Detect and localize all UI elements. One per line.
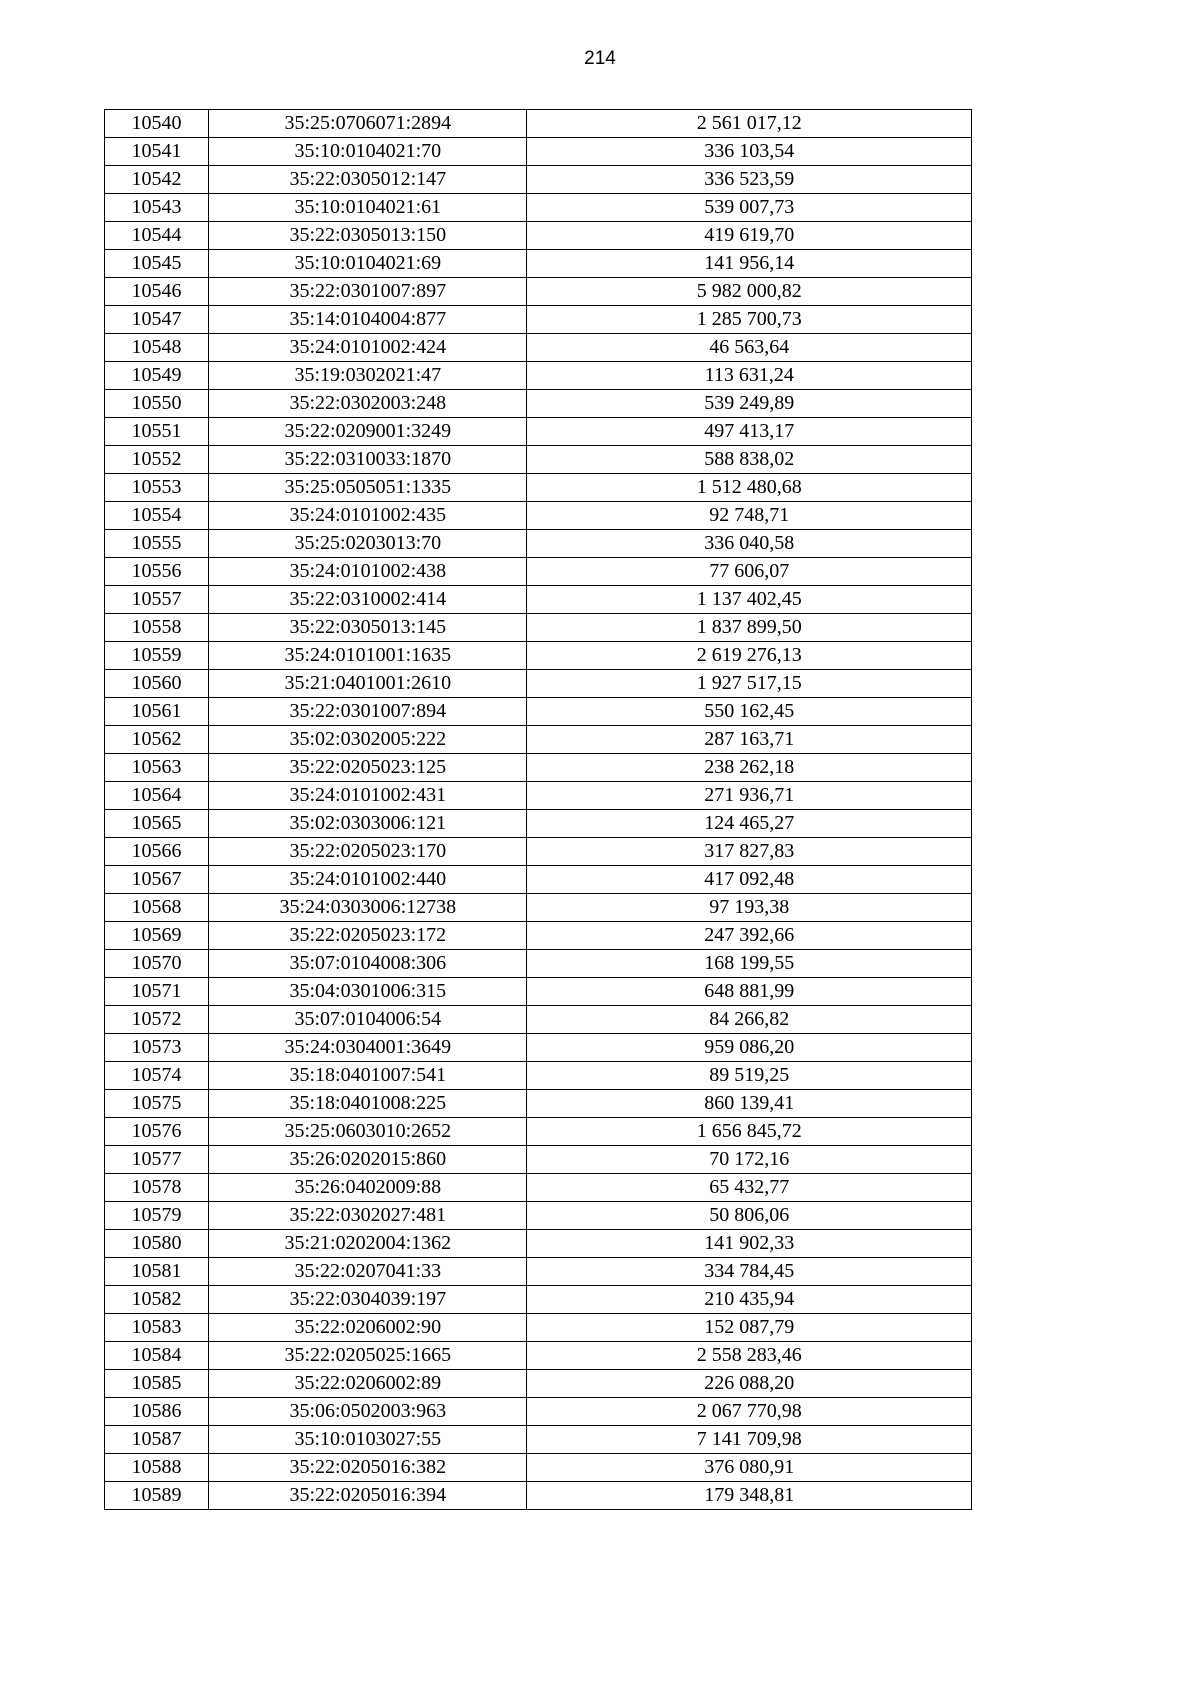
cadastral-number-cell: 35:22:0209001:3249 <box>209 418 527 446</box>
cadastral-value-cell: 2 619 276,13 <box>527 642 972 670</box>
row-number-cell: 10564 <box>105 782 209 810</box>
cadastral-value-cell: 210 435,94 <box>527 1286 972 1314</box>
row-number-cell: 10585 <box>105 1370 209 1398</box>
row-number-cell: 10547 <box>105 306 209 334</box>
cadastral-number-cell: 35:04:0301006:315 <box>209 978 527 1006</box>
table-row <box>105 110 972 138</box>
row-number-cell: 10558 <box>105 614 209 642</box>
cadastral-number-cell: 35:02:0302005:222 <box>209 726 527 754</box>
row-number-cell: 10543 <box>105 194 209 222</box>
cadastral-number-cell: 35:24:0101002:431 <box>209 782 527 810</box>
cadastral-value-cell: 2 067 770,98 <box>527 1398 972 1426</box>
cadastral-value-cell: 141 902,33 <box>527 1230 972 1258</box>
table-row <box>105 334 972 362</box>
row-number-cell: 10541 <box>105 138 209 166</box>
cadastral-number-cell: 35:06:0502003:963 <box>209 1398 527 1426</box>
cadastral-value-cell: 497 413,17 <box>527 418 972 446</box>
cadastral-value-cell: 550 162,45 <box>527 698 972 726</box>
table-row <box>105 1146 972 1174</box>
table-body <box>105 110 972 1510</box>
row-number-cell: 10573 <box>105 1034 209 1062</box>
cadastral-value-cell: 70 172,16 <box>527 1146 972 1174</box>
cadastral-value-cell: 317 827,83 <box>527 838 972 866</box>
row-number-cell: 10571 <box>105 978 209 1006</box>
cadastral-value-cell: 1 656 845,72 <box>527 1118 972 1146</box>
cadastral-value-cell: 238 262,18 <box>527 754 972 782</box>
row-number-cell: 10579 <box>105 1202 209 1230</box>
cadastral-number-cell: 35:22:0310002:414 <box>209 586 527 614</box>
table-row <box>105 166 972 194</box>
row-number-cell: 10559 <box>105 642 209 670</box>
row-number-cell: 10552 <box>105 446 209 474</box>
row-number-cell: 10544 <box>105 222 209 250</box>
cadastral-value-cell: 141 956,14 <box>527 250 972 278</box>
cadastral-number-cell: 35:25:0603010:2652 <box>209 1118 527 1146</box>
table-row <box>105 754 972 782</box>
table-row <box>105 306 972 334</box>
cadastral-value-cell: 168 199,55 <box>527 950 972 978</box>
table-row <box>105 250 972 278</box>
table-row <box>105 558 972 586</box>
cadastral-value-cell: 287 163,71 <box>527 726 972 754</box>
cadastral-number-cell: 35:22:0302027:481 <box>209 1202 527 1230</box>
row-number-cell: 10586 <box>105 1398 209 1426</box>
row-number-cell: 10574 <box>105 1062 209 1090</box>
cadastral-number-cell: 35:10:0104021:70 <box>209 138 527 166</box>
cadastral-number-cell: 35:25:0203013:70 <box>209 530 527 558</box>
cadastral-value-cell: 539 007,73 <box>527 194 972 222</box>
cadastral-value-cell: 376 080,91 <box>527 1454 972 1482</box>
cadastral-value-cell: 336 103,54 <box>527 138 972 166</box>
cadastral-number-cell: 35:02:0303006:121 <box>209 810 527 838</box>
cadastral-value-cell: 50 806,06 <box>527 1202 972 1230</box>
cadastral-number-cell: 35:22:0301007:897 <box>209 278 527 306</box>
table-row <box>105 362 972 390</box>
table-row <box>105 978 972 1006</box>
cadastral-number-cell: 35:26:0202015:860 <box>209 1146 527 1174</box>
row-number-cell: 10581 <box>105 1258 209 1286</box>
table-row <box>105 1342 972 1370</box>
table-row <box>105 782 972 810</box>
row-number-cell: 10565 <box>105 810 209 838</box>
cadastral-number-cell: 35:22:0205023:170 <box>209 838 527 866</box>
cadastral-value-cell: 5 982 000,82 <box>527 278 972 306</box>
cadastral-value-cell: 65 432,77 <box>527 1174 972 1202</box>
row-number-cell: 10546 <box>105 278 209 306</box>
cadastral-number-cell: 35:19:0302021:47 <box>209 362 527 390</box>
cadastral-number-cell: 35:18:0401007:541 <box>209 1062 527 1090</box>
table-row <box>105 586 972 614</box>
row-number-cell: 10572 <box>105 1006 209 1034</box>
cadastral-value-cell: 77 606,07 <box>527 558 972 586</box>
cadastral-value-cell: 247 392,66 <box>527 922 972 950</box>
table-row <box>105 138 972 166</box>
row-number-cell: 10589 <box>105 1482 209 1510</box>
cadastral-number-cell: 35:22:0205016:394 <box>209 1482 527 1510</box>
cadastral-number-cell: 35:22:0305013:150 <box>209 222 527 250</box>
row-number-cell: 10563 <box>105 754 209 782</box>
cadastral-value-cell: 1 137 402,45 <box>527 586 972 614</box>
cadastral-number-cell: 35:18:0401008:225 <box>209 1090 527 1118</box>
cadastral-value-cell: 419 619,70 <box>527 222 972 250</box>
row-number-cell: 10577 <box>105 1146 209 1174</box>
table-row <box>105 1174 972 1202</box>
cadastral-value-cell: 539 249,89 <box>527 390 972 418</box>
cadastral-number-cell: 35:22:0206002:89 <box>209 1370 527 1398</box>
cadastral-number-cell: 35:10:0103027:55 <box>209 1426 527 1454</box>
cadastral-number-cell: 35:22:0304039:197 <box>209 1286 527 1314</box>
row-number-cell: 10561 <box>105 698 209 726</box>
cadastral-number-cell: 35:24:0303006:12738 <box>209 894 527 922</box>
page-number: 214 <box>584 48 616 69</box>
cadastral-number-cell: 35:22:0205023:125 <box>209 754 527 782</box>
row-number-cell: 10545 <box>105 250 209 278</box>
row-number-cell: 10548 <box>105 334 209 362</box>
cadastral-number-cell: 35:24:0304001:3649 <box>209 1034 527 1062</box>
cadastral-value-cell: 417 092,48 <box>527 866 972 894</box>
table-row <box>105 194 972 222</box>
row-number-cell: 10553 <box>105 474 209 502</box>
table-row <box>105 1426 972 1454</box>
cadastral-number-cell: 35:22:0207041:33 <box>209 1258 527 1286</box>
cadastral-number-cell: 35:10:0104021:69 <box>209 250 527 278</box>
table-row <box>105 1230 972 1258</box>
table-row <box>105 698 972 726</box>
row-number-cell: 10554 <box>105 502 209 530</box>
cadastral-number-cell: 35:22:0310033:1870 <box>209 446 527 474</box>
cadastral-value-cell: 113 631,24 <box>527 362 972 390</box>
row-number-cell: 10562 <box>105 726 209 754</box>
table-row <box>105 866 972 894</box>
table-row <box>105 726 972 754</box>
cadastral-value-cell: 97 193,38 <box>527 894 972 922</box>
table-row <box>105 502 972 530</box>
cadastral-number-cell: 35:25:0505051:1335 <box>209 474 527 502</box>
row-number-cell: 10556 <box>105 558 209 586</box>
cadastral-number-cell: 35:22:0301007:894 <box>209 698 527 726</box>
cadastral-value-cell: 89 519,25 <box>527 1062 972 1090</box>
row-number-cell: 10576 <box>105 1118 209 1146</box>
cadastral-value-cell: 46 563,64 <box>527 334 972 362</box>
cadastral-value-cell: 336 523,59 <box>527 166 972 194</box>
table-row <box>105 614 972 642</box>
row-number-cell: 10555 <box>105 530 209 558</box>
cadastral-number-cell: 35:22:0206002:90 <box>209 1314 527 1342</box>
cadastral-value-cell: 124 465,27 <box>527 810 972 838</box>
cadastral-value-cell: 959 086,20 <box>527 1034 972 1062</box>
cadastral-value-cell: 7 141 709,98 <box>527 1426 972 1454</box>
row-number-cell: 10588 <box>105 1454 209 1482</box>
cadastral-number-cell: 35:22:0302003:248 <box>209 390 527 418</box>
cadastral-number-cell: 35:07:0104008:306 <box>209 950 527 978</box>
cadastral-number-cell: 35:07:0104006:54 <box>209 1006 527 1034</box>
table-row <box>105 838 972 866</box>
table-row <box>105 474 972 502</box>
cadastral-value-cell: 1 285 700,73 <box>527 306 972 334</box>
row-number-cell: 10549 <box>105 362 209 390</box>
cadastral-number-cell: 35:24:0101002:438 <box>209 558 527 586</box>
row-number-cell: 10569 <box>105 922 209 950</box>
row-number-cell: 10567 <box>105 866 209 894</box>
cadastral-value-cell: 860 139,41 <box>527 1090 972 1118</box>
cadastral-value-cell: 334 784,45 <box>527 1258 972 1286</box>
cadastral-value-cell: 588 838,02 <box>527 446 972 474</box>
table-row <box>105 530 972 558</box>
table-row <box>105 1202 972 1230</box>
table-row <box>105 278 972 306</box>
row-number-cell: 10550 <box>105 390 209 418</box>
cadastral-number-cell: 35:24:0101001:1635 <box>209 642 527 670</box>
cadastral-number-cell: 35:14:0104004:877 <box>209 306 527 334</box>
table-row <box>105 1482 972 1510</box>
cadastral-number-cell: 35:21:0401001:2610 <box>209 670 527 698</box>
cadastral-number-cell: 35:21:0202004:1362 <box>209 1230 527 1258</box>
cadastral-number-cell: 35:26:0402009:88 <box>209 1174 527 1202</box>
cadastral-number-cell: 35:22:0205016:382 <box>209 1454 527 1482</box>
cadastral-value-cell: 648 881,99 <box>527 978 972 1006</box>
row-number-cell: 10578 <box>105 1174 209 1202</box>
table-row <box>105 1006 972 1034</box>
cadastral-value-cell: 1 837 899,50 <box>527 614 972 642</box>
table-row <box>105 1286 972 1314</box>
cadastral-value-cell: 336 040,58 <box>527 530 972 558</box>
cadastral-number-cell: 35:24:0101002:424 <box>209 334 527 362</box>
table-row <box>105 446 972 474</box>
row-number-cell: 10540 <box>105 110 209 138</box>
row-number-cell: 10542 <box>105 166 209 194</box>
table-row <box>105 1258 972 1286</box>
table-row <box>105 922 972 950</box>
table-row <box>105 670 972 698</box>
cadastral-value-cell: 2 558 283,46 <box>527 1342 972 1370</box>
cadastral-number-cell: 35:24:0101002:440 <box>209 866 527 894</box>
cadastral-value-cell: 1 927 517,15 <box>527 670 972 698</box>
table-row <box>105 1314 972 1342</box>
cadastral-value-cell: 92 748,71 <box>527 502 972 530</box>
cadastral-number-cell: 35:22:0205023:172 <box>209 922 527 950</box>
cadastral-number-cell: 35:24:0101002:435 <box>209 502 527 530</box>
cadastral-value-table <box>104 109 972 1510</box>
row-number-cell: 10566 <box>105 838 209 866</box>
cadastral-value-cell: 271 936,71 <box>527 782 972 810</box>
row-number-cell: 10584 <box>105 1342 209 1370</box>
row-number-cell: 10587 <box>105 1426 209 1454</box>
table-row <box>105 642 972 670</box>
table-row <box>105 222 972 250</box>
table-row <box>105 1370 972 1398</box>
table-row <box>105 1090 972 1118</box>
cadastral-number-cell: 35:22:0205025:1665 <box>209 1342 527 1370</box>
cadastral-value-cell: 1 512 480,68 <box>527 474 972 502</box>
row-number-cell: 10580 <box>105 1230 209 1258</box>
row-number-cell: 10560 <box>105 670 209 698</box>
cadastral-number-cell: 35:22:0305013:145 <box>209 614 527 642</box>
cadastral-number-cell: 35:22:0305012:147 <box>209 166 527 194</box>
table-row <box>105 810 972 838</box>
row-number-cell: 10582 <box>105 1286 209 1314</box>
row-number-cell: 10551 <box>105 418 209 446</box>
cadastral-value-cell: 84 266,82 <box>527 1006 972 1034</box>
row-number-cell: 10557 <box>105 586 209 614</box>
row-number-cell: 10568 <box>105 894 209 922</box>
table-row <box>105 1062 972 1090</box>
cadastral-number-cell: 35:10:0104021:61 <box>209 194 527 222</box>
row-number-cell: 10575 <box>105 1090 209 1118</box>
table-row <box>105 894 972 922</box>
table-row <box>105 1454 972 1482</box>
table-row <box>105 950 972 978</box>
table-row <box>105 1398 972 1426</box>
table-row <box>105 1118 972 1146</box>
cadastral-value-cell: 226 088,20 <box>527 1370 972 1398</box>
cadastral-value-cell: 2 561 017,12 <box>527 110 972 138</box>
table-row <box>105 390 972 418</box>
cadastral-number-cell: 35:25:0706071:2894 <box>209 110 527 138</box>
cadastral-value-cell: 179 348,81 <box>527 1482 972 1510</box>
cadastral-value-cell: 152 087,79 <box>527 1314 972 1342</box>
table-row <box>105 1034 972 1062</box>
row-number-cell: 10583 <box>105 1314 209 1342</box>
row-number-cell: 10570 <box>105 950 209 978</box>
table-row <box>105 418 972 446</box>
